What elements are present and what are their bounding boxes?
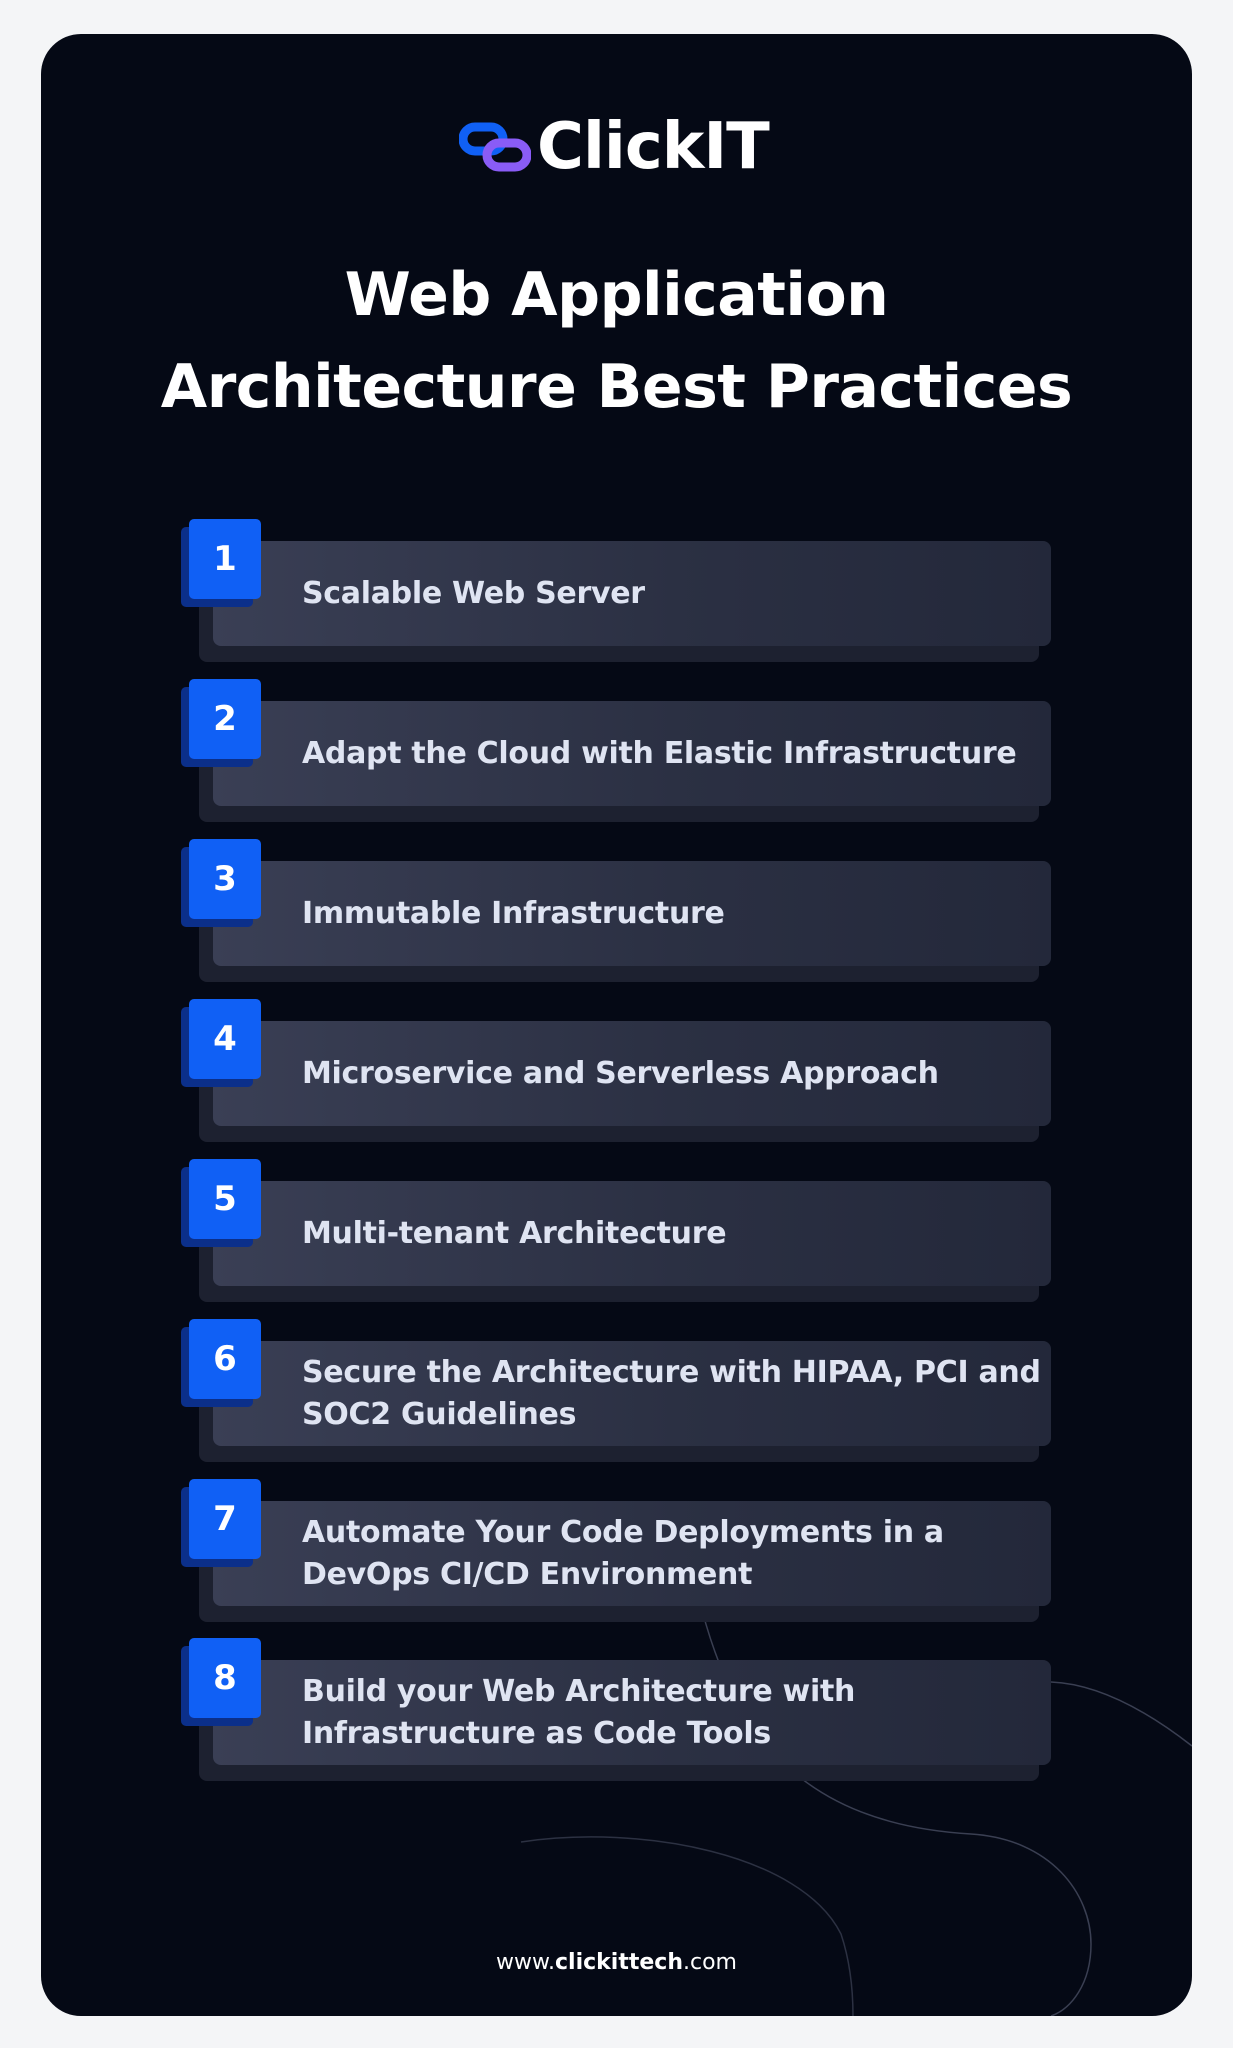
item-label: Adapt the Cloud with Elastic Infrastructure xyxy=(302,735,1017,771)
list-item xyxy=(181,1159,1093,1307)
item-label: Scalable Web Server xyxy=(302,575,645,611)
item-number-badge: 6 xyxy=(189,1319,261,1399)
practices-list xyxy=(41,34,1192,2016)
item-number-badge: 5 xyxy=(189,1159,261,1239)
item-label: Microservice and Serverless Approach xyxy=(302,1055,939,1091)
item-label: Automate Your Code Deployments in a DevOps CI/CD Environment xyxy=(302,1514,944,1592)
title-line-2: Architecture Best Practices xyxy=(160,352,1073,422)
list-item xyxy=(181,1638,1093,1786)
list-item xyxy=(181,839,1093,987)
list-item xyxy=(181,679,1093,827)
item-label: Secure the Architecture with HIPAA, PCI and SOC2 Guidelines xyxy=(302,1354,1041,1432)
item-label: Multi-tenant Architecture xyxy=(302,1215,727,1251)
item-number-badge: 1 xyxy=(189,519,261,599)
footer-url-domain: clickittech xyxy=(554,1950,683,1975)
item-label: Build your Web Architecture with Infrastructure as Code Tools xyxy=(302,1673,856,1751)
item-number-badge: 3 xyxy=(189,839,261,919)
list-item xyxy=(181,999,1093,1147)
item-number-badge: 4 xyxy=(189,999,261,1079)
infographic-card xyxy=(41,34,1192,2016)
item-number-badge: 8 xyxy=(189,1638,261,1718)
brand-name: ClickIT xyxy=(537,110,769,184)
footer-url[interactable] xyxy=(41,1950,1192,1975)
footer-url-prefix: www. xyxy=(496,1950,555,1975)
list-item xyxy=(181,1319,1093,1467)
item-number-badge: 2 xyxy=(189,679,261,759)
list-item xyxy=(181,1479,1093,1627)
item-label: Immutable Infrastructure xyxy=(302,895,725,931)
list-item xyxy=(181,519,1093,667)
footer-url-suffix: .com xyxy=(682,1950,737,1975)
title-line-1: Web Application xyxy=(344,260,889,330)
item-number-badge: 7 xyxy=(189,1479,261,1559)
